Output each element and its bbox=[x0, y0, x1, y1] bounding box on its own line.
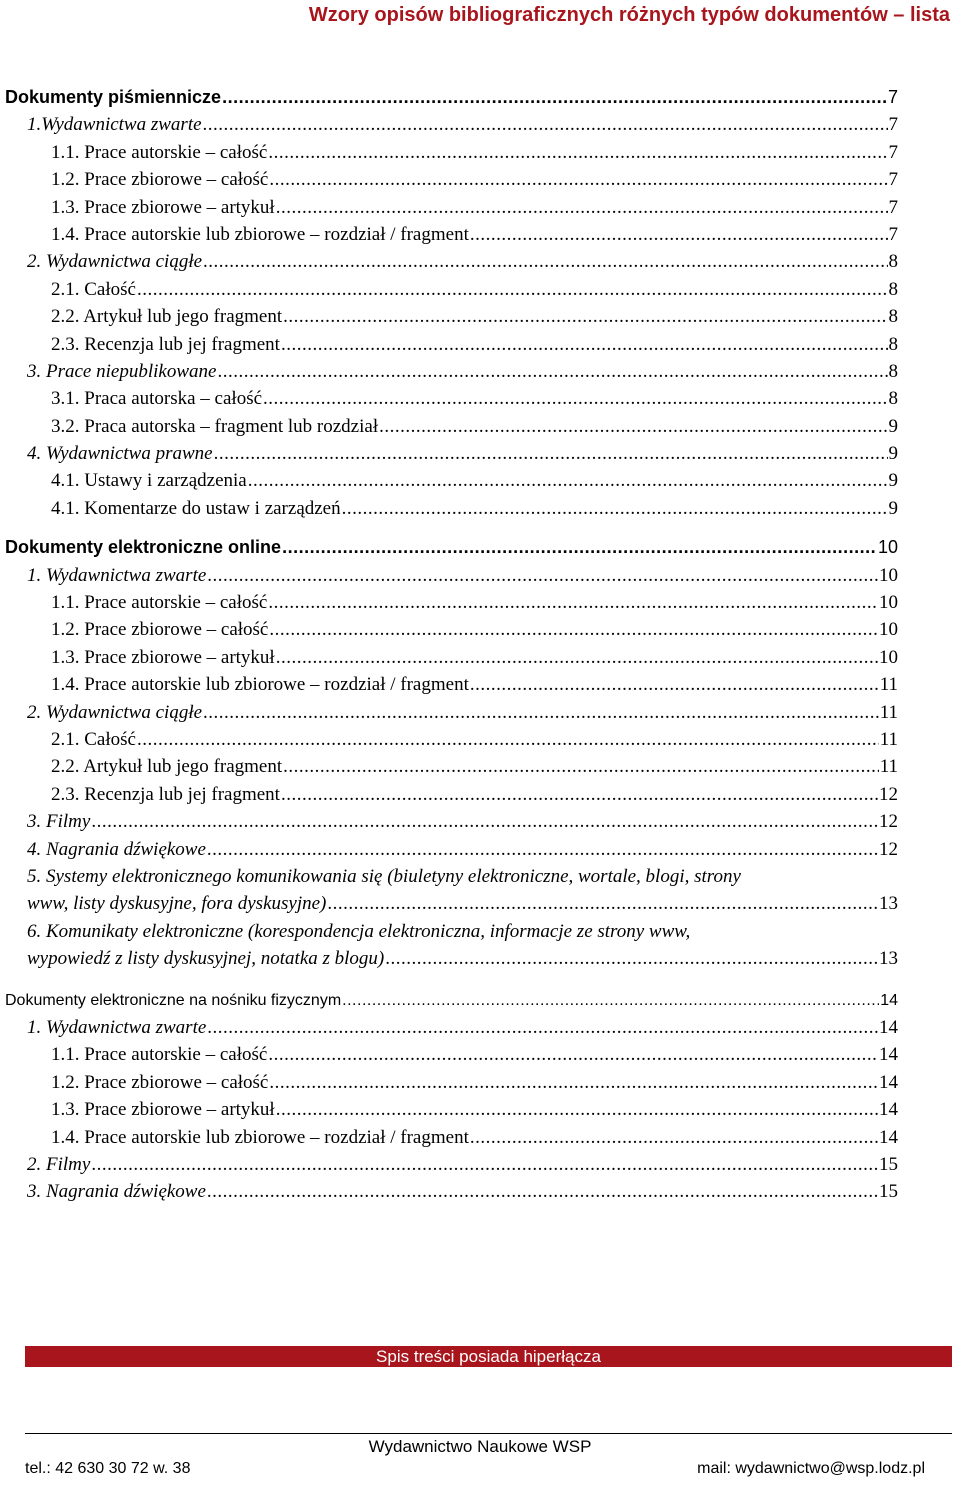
toc-entry-label: 1. Wydawnictwa zwarte bbox=[27, 564, 207, 586]
toc-entry-label: 3.2. Praca autorska – fragment lub rozdział bbox=[51, 415, 379, 437]
toc-page-number: 12 bbox=[879, 783, 898, 805]
toc-page-number: 14 bbox=[879, 1016, 898, 1038]
toc-page-number: 15 bbox=[879, 1181, 898, 1203]
dot-leader bbox=[342, 987, 879, 1014]
dot-leader bbox=[268, 139, 887, 166]
toc-page-number: 7 bbox=[888, 196, 898, 218]
toc-page-number: 8 bbox=[888, 360, 898, 382]
dot-leader bbox=[248, 467, 888, 494]
toc-entry-label: 1.3. Prace zbiorowe – artykuł bbox=[51, 196, 275, 218]
toc-page-number: 13 bbox=[879, 948, 898, 970]
toc-page-number: 10 bbox=[879, 646, 898, 668]
toc-entry-label: 4. Nagrania dźwiękowe bbox=[27, 838, 206, 860]
dot-leader bbox=[269, 616, 878, 643]
toc-entry-label: 1.2. Prace zbiorowe – całość bbox=[51, 1071, 269, 1093]
toc-entry[interactable] bbox=[0, 781, 960, 808]
toc-heading-label: Dokumenty elektroniczne na nośniku fizycznym bbox=[5, 991, 342, 1009]
toc-entry-label: 1.4. Prace autorskie lub zbiorowe – rozdział / fragment bbox=[51, 1126, 469, 1148]
dot-leader bbox=[276, 644, 878, 671]
dot-leader bbox=[137, 276, 888, 303]
toc-entry[interactable] bbox=[0, 589, 960, 616]
dot-leader bbox=[342, 495, 888, 522]
toc-heading-printed[interactable] bbox=[0, 84, 960, 111]
toc-entry-label: 3.1. Praca autorska – całość bbox=[51, 388, 263, 410]
toc-entry-label: 1.2. Prace zbiorowe – całość bbox=[51, 619, 269, 641]
toc-page-number: 8 bbox=[888, 278, 898, 300]
toc-page-number: 10 bbox=[877, 537, 898, 558]
toc-entry[interactable] bbox=[0, 248, 960, 275]
dot-leader bbox=[137, 726, 879, 753]
toc-entry[interactable] bbox=[0, 166, 960, 193]
dot-leader bbox=[207, 836, 878, 863]
toc-entry-label: 4. Wydawnictwa prawne bbox=[27, 443, 213, 465]
toc-entry[interactable] bbox=[0, 562, 960, 589]
toc-entry-label: 1.Wydawnictwa zwarte bbox=[27, 114, 202, 136]
toc-page-number: 14 bbox=[879, 1126, 898, 1148]
toc-entry[interactable] bbox=[0, 221, 960, 248]
toc-entry-label: 1.4. Prace autorskie lub zbiorowe – rozdział / fragment bbox=[51, 223, 469, 245]
toc-page-number: 11 bbox=[879, 756, 898, 778]
dot-leader bbox=[203, 111, 888, 138]
dot-leader bbox=[203, 699, 879, 726]
dot-leader bbox=[207, 562, 878, 589]
toc-entry[interactable] bbox=[0, 440, 960, 467]
page-title: Wzory opisów bibliograficznych różnych typów dokumentów – lista bbox=[308, 4, 950, 26]
toc-entry[interactable] bbox=[0, 616, 960, 643]
dot-leader bbox=[281, 781, 878, 808]
dot-leader bbox=[470, 671, 879, 698]
toc-entry-label-line1: 6. Komunikaty elektroniczne (korespondencja elektroniczna, informacje ze strony www, bbox=[27, 920, 691, 942]
toc-page-number: 12 bbox=[879, 838, 898, 860]
dot-leader bbox=[283, 753, 879, 780]
toc-entry-label: 4.1. Ustawy i zarządzenia bbox=[51, 470, 247, 492]
toc-page-number: 11 bbox=[879, 701, 898, 723]
toc-entry[interactable] bbox=[0, 836, 960, 863]
dot-leader bbox=[203, 248, 887, 275]
toc-entry-label: 2.1. Całość bbox=[51, 728, 136, 750]
toc-entry[interactable] bbox=[0, 699, 960, 726]
toc-page-number: 11 bbox=[879, 674, 898, 696]
toc-entry[interactable] bbox=[0, 413, 960, 440]
toc-entry[interactable] bbox=[0, 358, 960, 385]
footer-phone: tel.: 42 630 30 72 w. 38 bbox=[25, 1460, 191, 1477]
toc-entry-label: 1.1. Prace autorskie – całość bbox=[51, 141, 268, 163]
toc-section-online bbox=[0, 534, 960, 972]
dot-leader bbox=[268, 589, 878, 616]
dot-leader bbox=[263, 385, 887, 412]
toc-entry-label: 2. Wydawnictwa ciągłe bbox=[27, 251, 203, 273]
toc-page-number: 10 bbox=[879, 592, 898, 614]
toc-entry[interactable] bbox=[0, 1014, 960, 1041]
toc-page-number: 8 bbox=[888, 333, 898, 355]
toc-page-number: 8 bbox=[888, 306, 898, 328]
dot-leader bbox=[222, 84, 887, 111]
toc-entry-label: 2.2. Artykuł lub jego fragment bbox=[51, 756, 283, 778]
toc-entry-label: 3. Prace niepublikowane bbox=[27, 360, 217, 382]
toc-page-number: 10 bbox=[879, 564, 898, 586]
dot-leader bbox=[276, 1096, 878, 1123]
footer-divider bbox=[25, 1433, 952, 1434]
dot-leader bbox=[470, 221, 888, 248]
toc-page-number: 7 bbox=[888, 114, 898, 136]
dot-leader bbox=[269, 166, 887, 193]
toc-entry[interactable] bbox=[0, 111, 960, 138]
toc-entry-label: 3. Nagrania dźwiękowe bbox=[27, 1181, 206, 1203]
toc-entry-label: 2.3. Recenzja lub jej fragment bbox=[51, 783, 280, 805]
toc-entry[interactable] bbox=[0, 1096, 960, 1123]
footer-publisher: Wydawnictwo Naukowe WSP bbox=[368, 1437, 592, 1456]
dot-leader bbox=[91, 1151, 878, 1178]
toc-entry-label: 1.3. Prace zbiorowe – artykuł bbox=[51, 646, 275, 668]
dot-leader bbox=[327, 890, 878, 917]
toc-page-number: 7 bbox=[888, 169, 898, 191]
toc-heading-online[interactable] bbox=[0, 534, 960, 561]
toc-entry[interactable] bbox=[0, 385, 960, 412]
hyperlink-notice-banner: Spis treści posiada hiperłącza bbox=[25, 1346, 952, 1367]
toc-entry-label: 1.1. Prace autorskie – całość bbox=[51, 1044, 268, 1066]
dot-leader bbox=[276, 194, 888, 221]
toc-page-number: 8 bbox=[888, 251, 898, 273]
toc-entry[interactable] bbox=[0, 671, 960, 698]
dot-leader bbox=[91, 808, 878, 835]
toc-section-physical bbox=[0, 987, 960, 1206]
toc-entry-label-line2: www, listy dyskusyjne, fora dyskusyjne) bbox=[27, 893, 327, 915]
toc-entry[interactable] bbox=[0, 726, 960, 753]
toc-heading-label: Dokumenty piśmiennicze bbox=[5, 87, 222, 107]
toc-entry[interactable] bbox=[0, 644, 960, 671]
toc-page-number: 14 bbox=[879, 1099, 898, 1121]
dot-leader bbox=[379, 413, 887, 440]
toc-page-number: 9 bbox=[888, 470, 898, 492]
toc-entry[interactable] bbox=[0, 808, 960, 835]
dot-leader bbox=[281, 331, 888, 358]
toc-entry[interactable] bbox=[0, 753, 960, 780]
toc-entry-line2 bbox=[27, 890, 924, 917]
dot-leader bbox=[385, 945, 878, 972]
toc-entry[interactable] bbox=[0, 194, 960, 221]
toc-page-number: 15 bbox=[879, 1153, 898, 1175]
toc-page-number: 13 bbox=[879, 893, 898, 915]
toc-entry-label: 2.2. Artykuł lub jego fragment bbox=[51, 306, 283, 328]
toc-page-number: 7 bbox=[888, 141, 898, 163]
toc-entry[interactable] bbox=[0, 1178, 960, 1205]
toc-entry-wrapped[interactable] bbox=[0, 918, 960, 973]
toc-page-number: 14 bbox=[880, 991, 898, 1009]
toc-entry[interactable] bbox=[0, 495, 960, 522]
toc-entry[interactable] bbox=[0, 276, 960, 303]
toc-entry-label-line1: 5. Systemy elektronicznego komunikowania się (biuletyny elektroniczne, wortale, blogi, strony bbox=[27, 865, 741, 887]
toc-section-printed bbox=[0, 84, 960, 522]
toc-heading-physical[interactable] bbox=[0, 987, 960, 1014]
dot-leader bbox=[470, 1124, 878, 1151]
toc-page-number: 10 bbox=[879, 619, 898, 641]
toc-page-number: 11 bbox=[879, 728, 898, 750]
dot-leader bbox=[207, 1014, 878, 1041]
toc-entry-label: 1.4. Prace autorskie lub zbiorowe – rozdział / fragment bbox=[51, 674, 469, 696]
toc-page-number: 9 bbox=[888, 443, 898, 465]
toc-page-number: 8 bbox=[888, 388, 898, 410]
toc-entry-label: 1.2. Prace zbiorowe – całość bbox=[51, 169, 269, 191]
toc-entry-label: 4.1. Komentarze do ustaw i zarządzeń bbox=[51, 497, 341, 519]
toc-entry[interactable] bbox=[0, 1151, 960, 1178]
toc-entry[interactable] bbox=[0, 1041, 960, 1068]
toc-heading-label: Dokumenty elektroniczne online bbox=[5, 537, 282, 558]
toc-entry[interactable] bbox=[0, 467, 960, 494]
dot-leader bbox=[282, 534, 877, 561]
toc-entry[interactable] bbox=[0, 331, 960, 358]
toc-entry-label: 2. Filmy bbox=[27, 1153, 91, 1175]
dot-leader bbox=[207, 1178, 878, 1205]
toc-entry-label: 1.3. Prace zbiorowe – artykuł bbox=[51, 1099, 275, 1121]
toc-entry-label-line2: wypowiedź z listy dyskusyjnej, notatka z blogu) bbox=[27, 948, 385, 970]
toc-page-number: 9 bbox=[888, 497, 898, 519]
toc-page-number: 14 bbox=[879, 1071, 898, 1093]
dot-leader bbox=[217, 358, 887, 385]
toc-page-number: 7 bbox=[887, 87, 898, 107]
toc-page-number: 9 bbox=[888, 415, 898, 437]
toc-entry[interactable] bbox=[0, 1069, 960, 1096]
dot-leader bbox=[268, 1041, 878, 1068]
toc-page-number: 14 bbox=[879, 1044, 898, 1066]
toc-entry[interactable] bbox=[0, 139, 960, 166]
toc-entry[interactable] bbox=[0, 1124, 960, 1151]
toc-entry-label: 3. Filmy bbox=[27, 811, 91, 833]
toc-entry-label: 2.3. Recenzja lub jej fragment bbox=[51, 333, 280, 355]
toc-entry-line2 bbox=[27, 945, 924, 972]
toc-page-number: 7 bbox=[888, 223, 898, 245]
toc-entry[interactable] bbox=[0, 303, 960, 330]
footer-email[interactable]: mail: wydawnictwo@wsp.lodz.pl bbox=[697, 1460, 925, 1477]
dot-leader bbox=[214, 440, 888, 467]
toc-entry-wrapped[interactable] bbox=[0, 863, 960, 918]
dot-leader bbox=[283, 303, 887, 330]
table-of-contents bbox=[0, 84, 960, 1206]
toc-entry-label: 1. Wydawnictwa zwarte bbox=[27, 1016, 207, 1038]
toc-page-number: 12 bbox=[879, 811, 898, 833]
dot-leader bbox=[269, 1069, 878, 1096]
toc-entry-label: 2. Wydawnictwa ciągłe bbox=[27, 701, 203, 723]
toc-entry-label: 2.1. Całość bbox=[51, 278, 136, 300]
toc-entry-label: 1.1. Prace autorskie – całość bbox=[51, 592, 268, 614]
